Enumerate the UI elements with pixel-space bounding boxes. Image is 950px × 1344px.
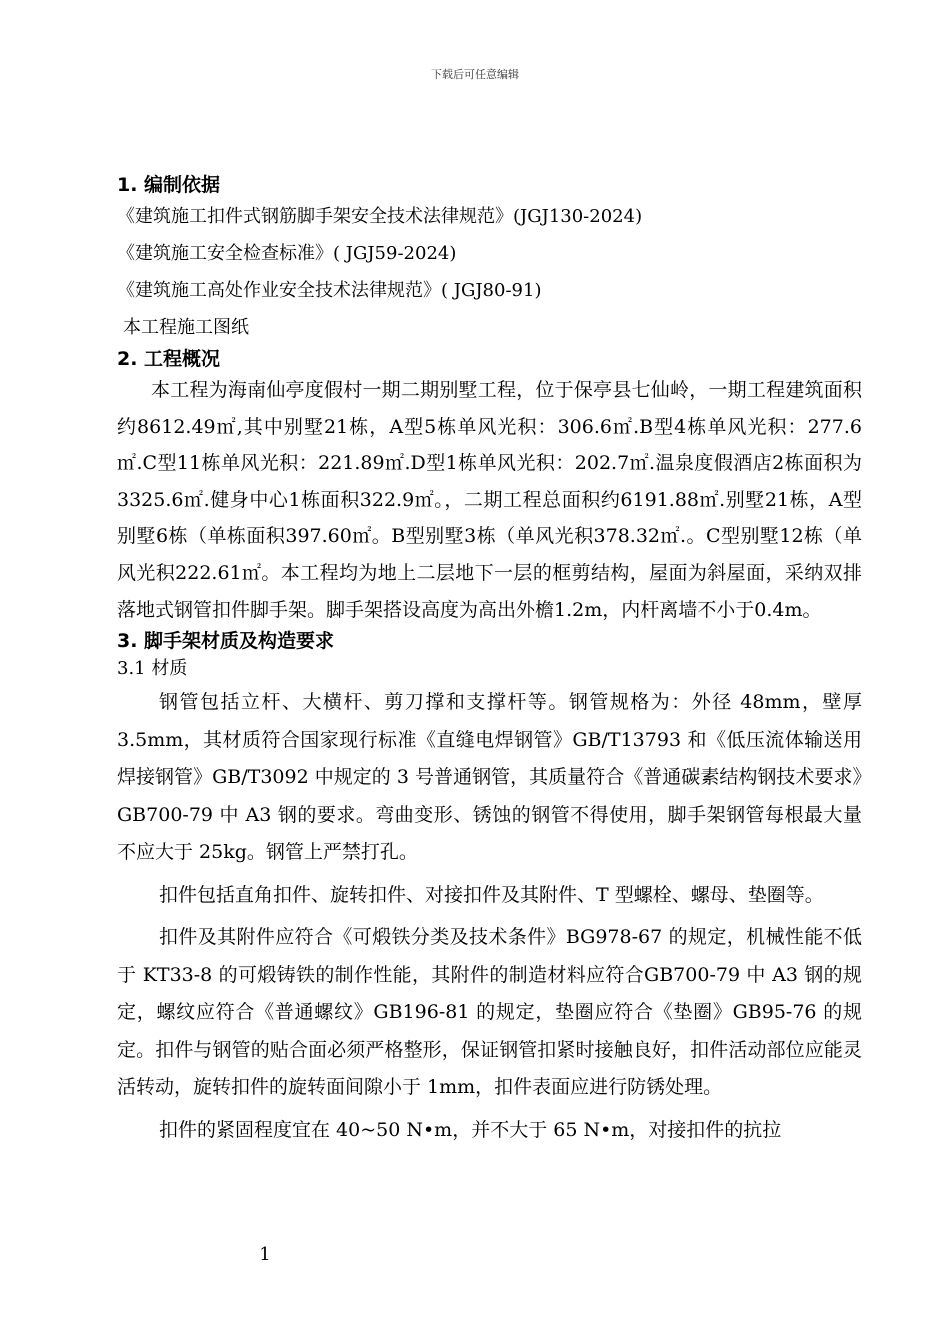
basis-item: 本工程施工图纸 — [123, 317, 249, 338]
document-body — [117, 172, 862, 1154]
section-3-heading: 3. 脚手架材质及构造要求 — [117, 630, 335, 653]
fastener-standards-paragraph: 扣件及其附件应符合《可煅铁分类及技术条件》BG978-67 的规定，机械性能不低于 KT33-8 的可煅铸铁的制作性能，其附件的制造材料应符合GB700-79 中 A3 钢的规定，螺纹应符合《普通螺纹》GB196-81 的规定，垫圈应符合《垫圈》GB95-76 的规定。扣件与钢管的贴合面必须严格整形，保证钢管扣紧时接触良好，扣件活动部位应能灵活转动，旋转扣件的旋转面间隙小于 1mm，扣件表面应进行防锈处理。 — [117, 926, 862, 1099]
page-number: 1 — [259, 1244, 271, 1265]
basis-item: 《建筑施工高处作业安全技术法律规范》( JGJ80-91) — [117, 280, 542, 301]
fastener-torque-paragraph: 扣件的紧固程度宜在 40~50 N•m，并不大于 65 N•m，对接扣件的抗拉 — [159, 1118, 782, 1141]
basis-item: 《建筑施工安全检查标准》( JGJ59-2024) — [117, 243, 457, 264]
page-header-note: 下载后可任意编辑 — [431, 68, 519, 81]
section-2-heading: 2. 工程概况 — [117, 348, 221, 370]
section-1-heading: 1. 编制依据 — [117, 174, 221, 196]
basis-item: 《建筑施工扣件式钢筋脚手架安全技术法律规范》(JGJ130-2024) — [117, 206, 643, 227]
section-3-1-heading: 3.1 材质 — [117, 658, 188, 680]
project-overview-paragraph: 本工程为海南仙亭度假村一期二期别墅工程，位于保亭县七仙岭，一期工程建筑面积约8612.49㎡,其中别墅21栋，A型5栋单风光积：306.6㎡.B型4栋单风光积：277.6㎡.C型11栋单风光积：221.89㎡.D型1栋单风光积：202.7㎡.温泉度假酒店2栋面积为3325.6㎡.健身中心1栋面积322.9㎡。，二期工程总面积约6191.88㎡.别墅21栋，A型别墅6栋（单栋面积397.60㎡。B型别墅3栋（单风光积378.32㎡.。C型别墅12栋（单风光积222.61㎡。本工程均为地上二层地下一层的框剪结构，屋面为斜屋面，采纳双排落地式钢管扣件脚手架。脚手架搭设高度为高出外檐1.2m，内杆离墙不小于0.4m。 — [117, 379, 862, 621]
fastener-types-paragraph: 扣件包括直角扣件、旋转扣件、对接扣件及其附件、T 型螺栓、螺母、垫圈等。 — [159, 883, 824, 906]
steel-pipe-paragraph: 钢管包括立杆、大横杆、剪刀撑和支撑杆等。钢管规格为：外径 48mm，壁厚 3.5mm，其材质符合国家现行标准《直缝电焊钢管》GB/T13793 和《低压流体输送用焊接钢管》GB/T3092 中规定的 3 号普通钢管，其质量符合《普通碳素结构钢技术要求》GB700-79 中 A3 钢的要求。弯曲变形、锈蚀的钢管不得使用，脚手架钢管每根最大量不应大于 25kg。钢管上严禁打孔。 — [117, 691, 862, 864]
